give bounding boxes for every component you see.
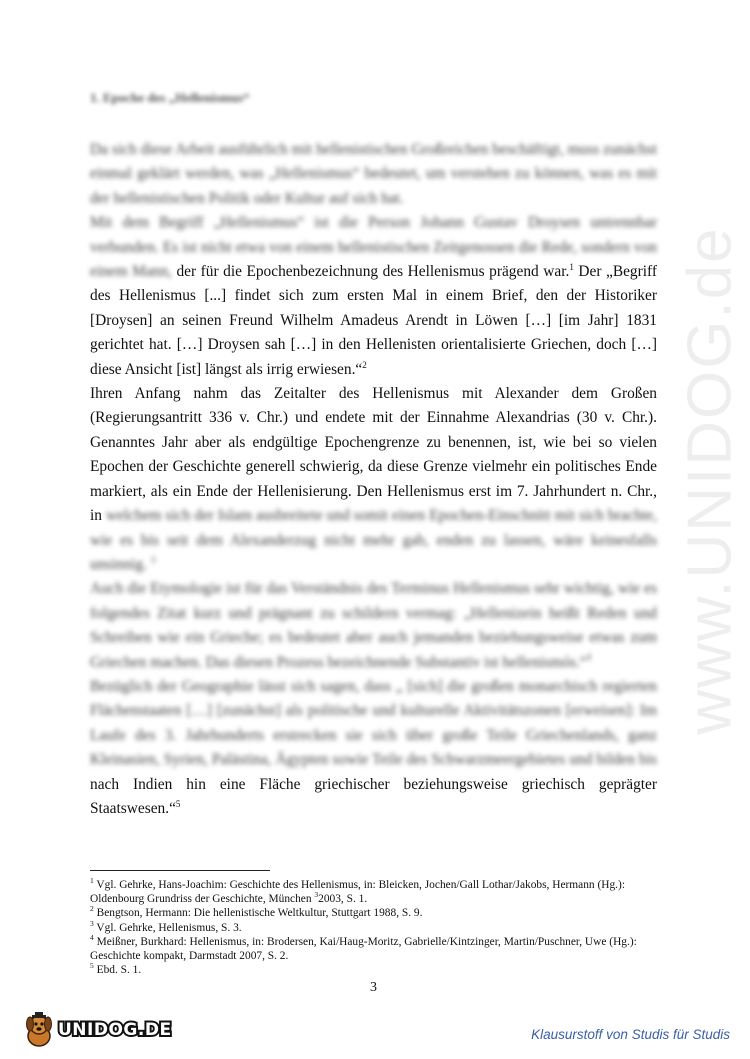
- footnote-ref: 3: [150, 554, 156, 565]
- footnote: [90, 963, 657, 977]
- blurred-text: Da sich diese Arbeit ausführlich mit hellenistischen Großreichen beschäftigt, muss zunächst einmal geklärt werden, was „Hellenismus“ bedeutet, um verstehen zu können, was es mit der hellenistischen Politik oder Kultur auf sich hat.: [90, 141, 657, 207]
- footnote-mark: 4: [90, 933, 94, 943]
- footnote-text: Meißner, Burkhard: Hellenismus, in: Brodersen, Kai/Haug-Moritz, Gabrielle/Kintzinger, Martin/Puschner, Uwe (Hg.): Geschichte kompakt, Darmstadt 2007, S. 2.: [90, 935, 637, 963]
- footnote-mark: 2: [90, 904, 94, 914]
- footnote: [90, 878, 657, 906]
- footnote-text: Vgl. Gehrke, Hellenismus, S. 3.: [96, 921, 242, 934]
- page-number: 3: [370, 980, 377, 995]
- footnote-text: Ebd. S. 1.: [96, 964, 142, 977]
- footnote-mark: 3: [90, 918, 94, 928]
- edition-mark: 3: [314, 890, 319, 900]
- footnote-ref: 5: [175, 798, 181, 809]
- paragraph-2: [90, 211, 657, 382]
- blurred-text: Auch die Etymologie ist für das Verständnis des Terminus Hellenismus sehr wichtig, wie es folgendes Zitat kurz und prägnant zu schildern vermag: „Hellenizein heißt Reden und Schreiben wie ein Grieche; es bedeutet aber auch jemanden beziehungsweise etwas zum Griechen machen. Das diesen Prozess bezeichnende Substantiv ist hellenismós.“: [90, 580, 657, 671]
- footnote-text: Vgl. Gehrke, Hans-Joachim: Geschichte des Hellenismus, in: Bleicken, Jochen/Gall Lothar/Jakobs, Hermann (Hg.): Oldenbourg Grundriss der Geschichte, München: [90, 879, 625, 906]
- body-text: [90, 138, 657, 821]
- footnote-mark: 1: [90, 876, 94, 886]
- dog-mascot-icon: [22, 1012, 56, 1048]
- footnote: [90, 935, 657, 963]
- footnote-ref: 2: [362, 359, 367, 370]
- paragraph-text: Ihren Anfang nahm das Zeitalter des Hellenismus mit Alexander dem Großen (Regierungsantritt 336 v. Chr.) und endete mit der Einnahme Alexandrias (30 v. Chr.). Genanntes Jahr aber als endgültige Epochengrenze zu benennen, ist, wie bei so vielen Epochen der Geschichte generell schwierig, da diese Grenze vielmehr ein politisches Ende markiert, als ein Ende der Hellenisierung. Den Hellenismus erst im 7. Jahrhundert n. Chr., in: [90, 385, 657, 525]
- paragraph-5: [90, 675, 657, 821]
- logo-text: UNIDOG.DE: [58, 1020, 172, 1040]
- footnote-ref: 1: [569, 261, 574, 272]
- blurred-text: Bezüglich der Geographie lässt sich sagen, dass „ [sich] die großen monarchisch regierten Flächenstaaten […] [zunächst] als politische und kulturelle Aktivitätszonen [erweisen]: Im Laufe des 3. Jahrhunderts erstrecken sie sich über große Teile Griechenlands, ganz Kleinasien, Syrien, Palästina, Ägypten sowie Teile des Schwarzmeergebietes und bilden bis: [90, 677, 657, 769]
- paragraph-text: Der „Begriff des Hellenismus [...] findet sich zum ersten Mal in einem Brief, den der Historiker [Droysen] an seinen Freund Wilhelm Amadeus Arendt in Löwen […] [im Jahr] 1831 gerichtet hat. […] Droysen sah […] in den Hellenisten orientalisierte Griechen, doch […] diese Ansicht [ist] längst als irrig erwiesen.“: [90, 263, 657, 378]
- blurred-text: welchem sich der Islam ausbreitete und somit einen Epochen-Einschnitt mit sich brachte, wie es bis seit dem Alexanderzug nicht mehr gab, enden zu lassen, wäre keinesfalls unsinnig.: [90, 507, 657, 573]
- section-heading: 1. Epoche des „Hellenismus“: [90, 90, 250, 105]
- paragraph-1: [90, 138, 657, 211]
- unidog-logo[interactable]: [22, 1010, 172, 1050]
- paragraph-4: [90, 577, 657, 675]
- footnote-ref: 4: [586, 652, 592, 663]
- footnote-text: 2003, S. 1.: [318, 893, 368, 906]
- blurred-text: Mit dem Begriff „Hellenismus“ ist die Person Johann Gustav Droysen untrennbar verbunden. Es ist nicht etwa von einem hellenistischen Zeitgenossen die Rede, sondern von einem Mann,: [90, 214, 657, 281]
- paragraph-text: der für die Epochenbezeichnung des Hellenismus prägend war.: [171, 263, 570, 281]
- footnote-mark: 5: [90, 961, 94, 971]
- footnote: [90, 918, 657, 935]
- watermark-text: www.UNIDOG.de: [675, 225, 745, 735]
- paragraph-3: [90, 382, 657, 577]
- paragraph-text: nach Indien hin eine Fläche griechischer beziehungsweise griechisch geprägter Staatswesen.“: [90, 775, 657, 817]
- footnotes: [90, 878, 657, 977]
- footnote-divider: [90, 870, 270, 871]
- tagline: Klausurstoff von Studis für Studis: [531, 1027, 730, 1042]
- footnote-text: Bengtson, Hermann: Die hellenistische Weltkultur, Stuttgart 1988, S. 9.: [96, 907, 423, 920]
- footnote: [90, 906, 657, 920]
